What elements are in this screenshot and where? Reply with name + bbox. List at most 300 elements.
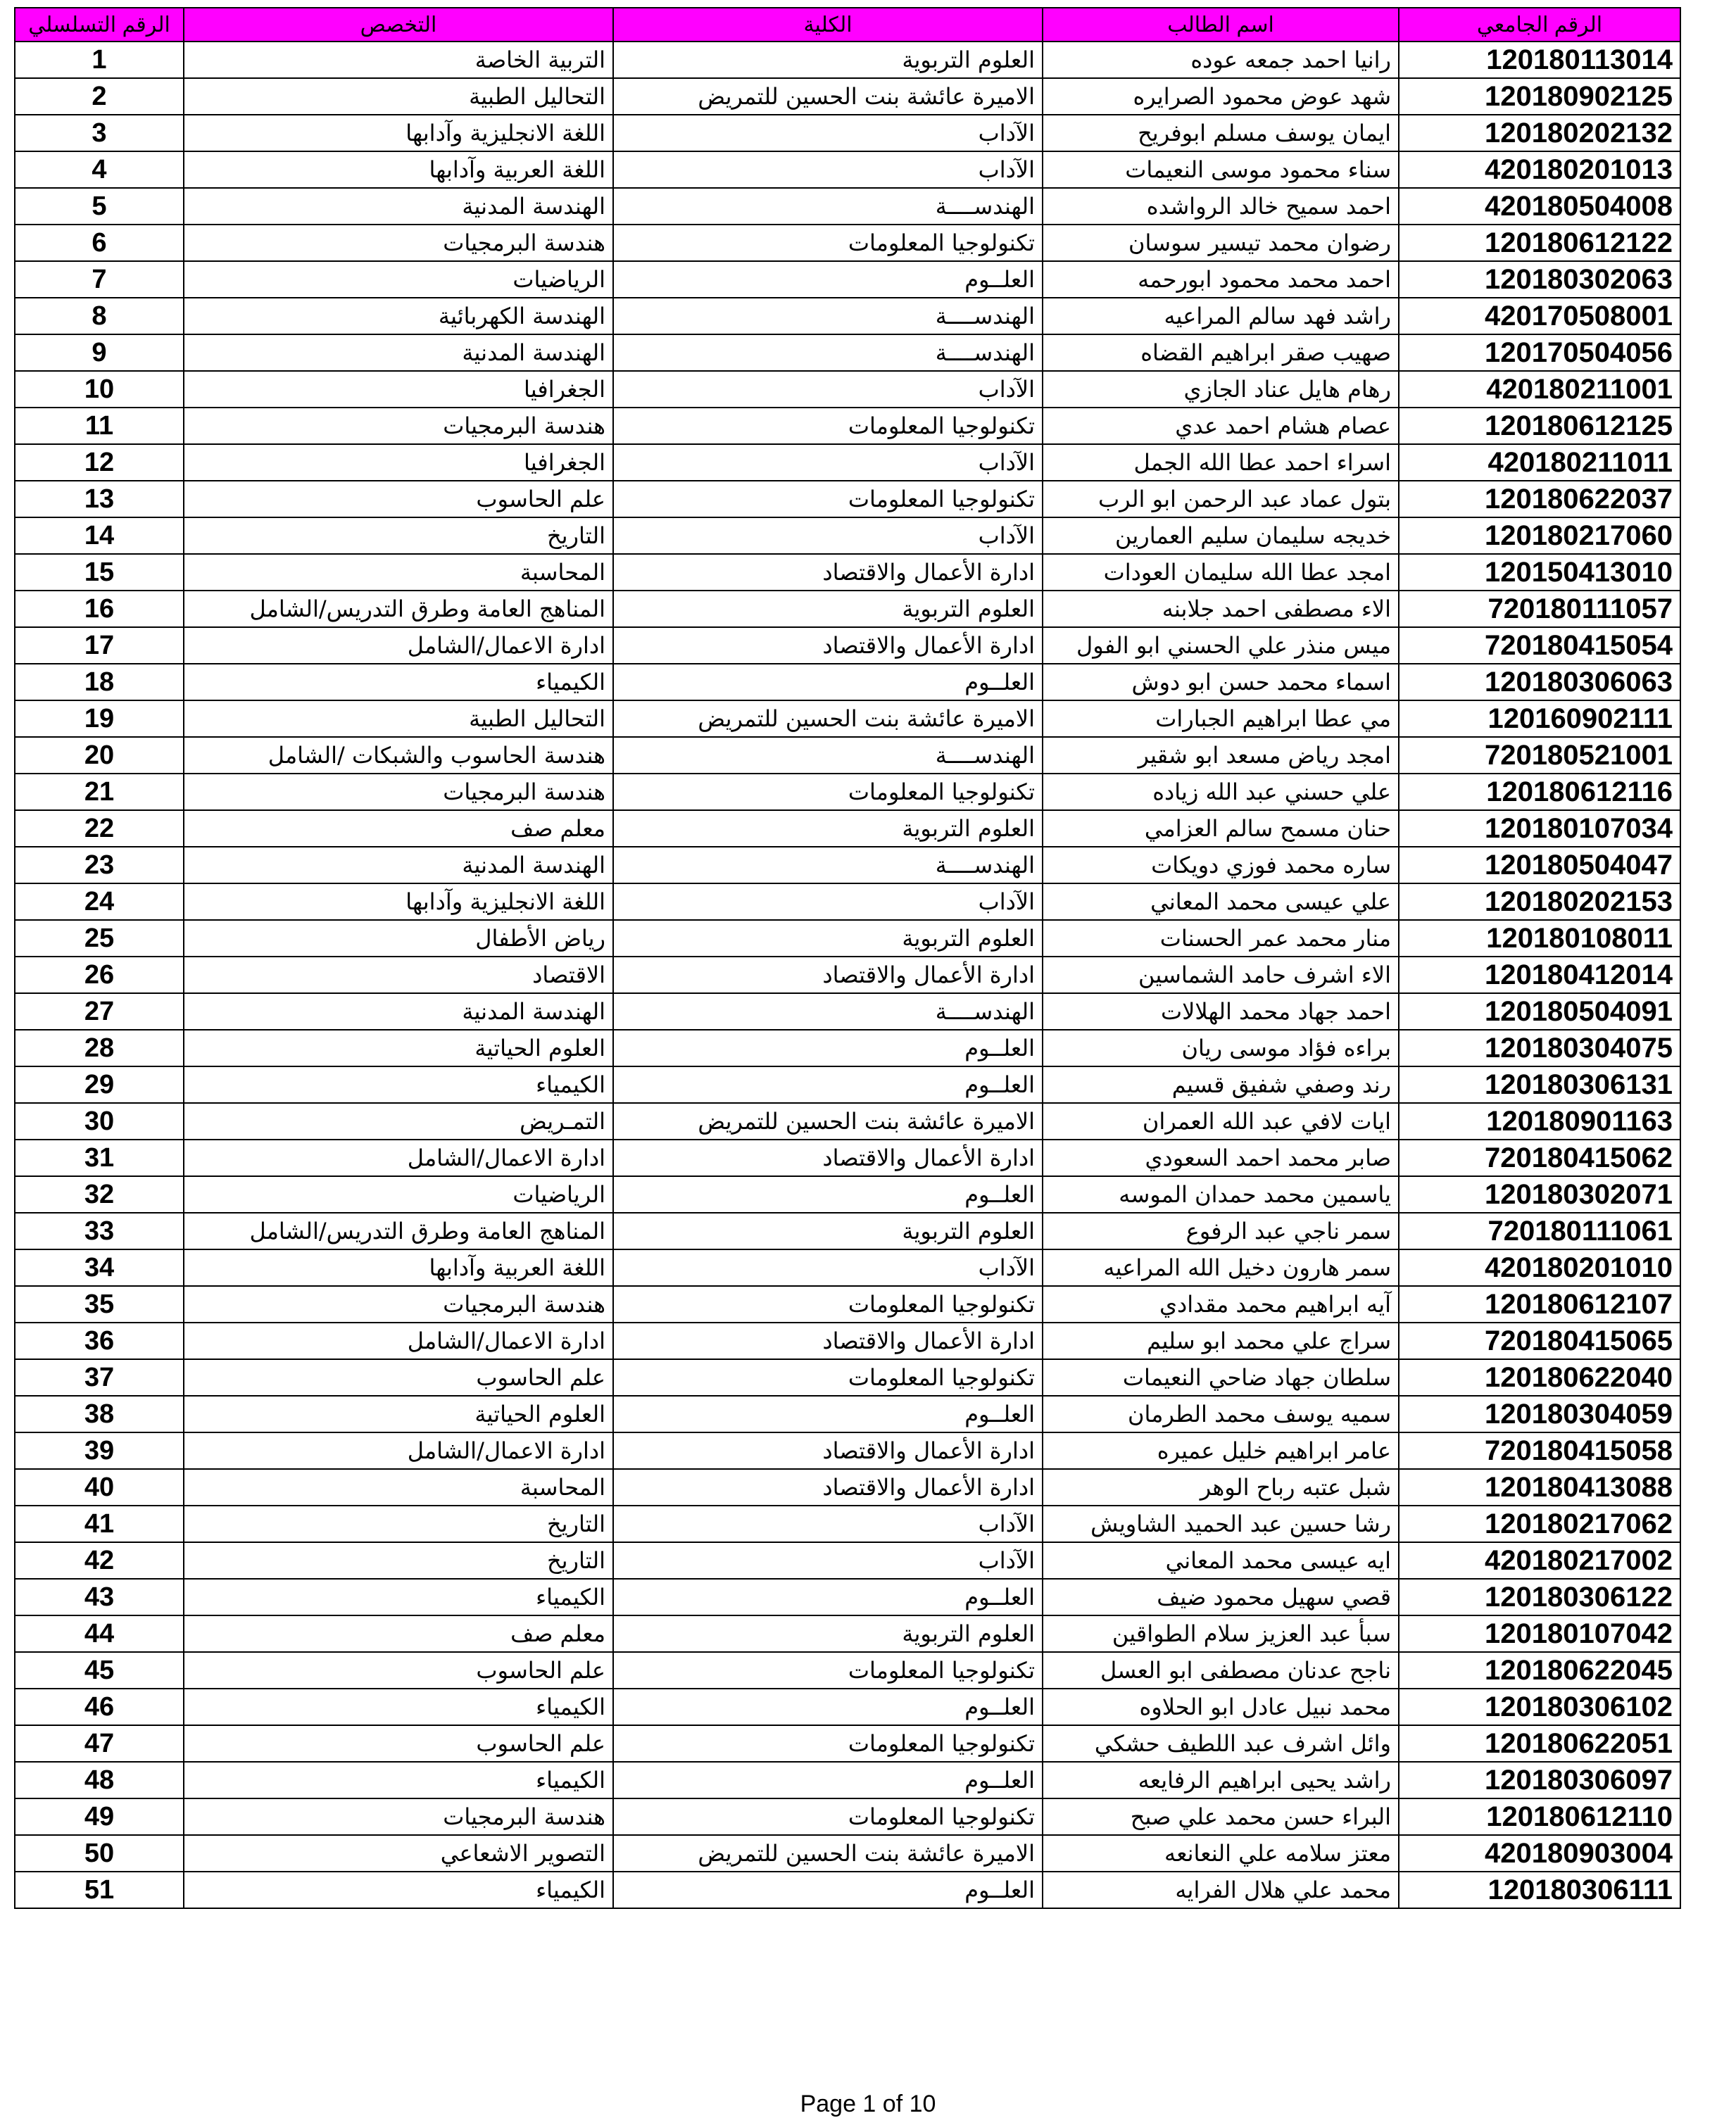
student-name-cell: ايه عيسى محمد المعاني [1043, 1542, 1399, 1579]
major-cell: ادارة الاعمال/الشامل [184, 627, 613, 664]
serial-number-cell: 41 [15, 1506, 184, 1542]
major-cell: العلوم الحياتية [184, 1030, 613, 1066]
faculty-cell: تكنولوجيا المعلومات [613, 1798, 1043, 1835]
table-row [15, 810, 1680, 847]
university-id-cell: 120180306131 [1399, 1066, 1680, 1103]
major-cell: هندسة البرمجيات [184, 1798, 613, 1835]
university-id-cell: 120170504056 [1399, 334, 1680, 371]
serial-number-cell: 14 [15, 517, 184, 554]
major-cell: الكيمياء [184, 1872, 613, 1908]
table-row [15, 1762, 1680, 1798]
major-cell: هندسة البرمجيات [184, 225, 613, 261]
student-name-cell: علي حسني عبد الله زياده [1043, 774, 1399, 810]
major-cell: اللغة العربية وآدابها [184, 1249, 613, 1286]
faculty-cell: الآداب [613, 444, 1043, 481]
university-id-cell: 720180415062 [1399, 1140, 1680, 1176]
serial-number-cell: 13 [15, 481, 184, 517]
serial-number-cell: 7 [15, 261, 184, 298]
header-serial: الرقم التسلسلي [15, 8, 184, 42]
faculty-cell: الهندســــة [613, 737, 1043, 774]
university-id-cell: 720180521001 [1399, 737, 1680, 774]
table-row [15, 371, 1680, 408]
major-cell: ادارة الاعمال/الشامل [184, 1323, 613, 1359]
table-row [15, 920, 1680, 957]
major-cell: التصوير الاشعاعي [184, 1835, 613, 1872]
major-cell: التاريخ [184, 1506, 613, 1542]
student-name-cell: سراج علي محمد ابو سليم [1043, 1323, 1399, 1359]
faculty-cell: ادارة الأعمال والاقتصاد [613, 957, 1043, 993]
student-name-cell: رند وصفي شفيق قسيم [1043, 1066, 1399, 1103]
university-id-cell: 120180612116 [1399, 774, 1680, 810]
table-row [15, 444, 1680, 481]
serial-number-cell: 5 [15, 188, 184, 225]
university-id-cell: 120180412014 [1399, 957, 1680, 993]
serial-number-cell: 43 [15, 1579, 184, 1615]
faculty-cell: العلــوم [613, 1066, 1043, 1103]
university-id-cell: 420180201013 [1399, 151, 1680, 188]
table-row [15, 774, 1680, 810]
faculty-cell: العلــوم [613, 1762, 1043, 1798]
major-cell: التاريخ [184, 1542, 613, 1579]
major-cell: الهندسة المدنية [184, 188, 613, 225]
serial-number-cell: 47 [15, 1725, 184, 1762]
serial-number-cell: 40 [15, 1469, 184, 1506]
serial-number-cell: 50 [15, 1835, 184, 1872]
table-row [15, 1249, 1680, 1286]
faculty-cell: الاميرة عائشة بنت الحسين للتمريض [613, 78, 1043, 115]
table-row [15, 883, 1680, 920]
university-id-cell: 420180504008 [1399, 188, 1680, 225]
serial-number-cell: 36 [15, 1323, 184, 1359]
serial-number-cell: 20 [15, 737, 184, 774]
table-row [15, 957, 1680, 993]
header-faculty: الكلية [613, 8, 1043, 42]
header-major: التخصص [184, 8, 613, 42]
table-row [15, 115, 1680, 151]
university-id-cell: 120180901163 [1399, 1103, 1680, 1140]
table-row [15, 298, 1680, 334]
serial-number-cell: 19 [15, 700, 184, 737]
table-row [15, 1286, 1680, 1323]
faculty-cell: الآداب [613, 1506, 1043, 1542]
major-cell: هندسة البرمجيات [184, 1286, 613, 1323]
faculty-cell: الهندســــة [613, 847, 1043, 883]
student-name-cell: سمر هارون دخيل الله المراعيه [1043, 1249, 1399, 1286]
table-row [15, 1506, 1680, 1542]
table-row [15, 225, 1680, 261]
student-name-cell: سبأ عبد العزيز سلام الطواقين [1043, 1615, 1399, 1652]
major-cell: هندسة الحاسوب والشبكات /الشامل [184, 737, 613, 774]
table-row [15, 664, 1680, 700]
table-row [15, 1469, 1680, 1506]
faculty-cell: تكنولوجيا المعلومات [613, 1286, 1043, 1323]
faculty-cell: ادارة الأعمال والاقتصاد [613, 627, 1043, 664]
major-cell: اللغة الانجليزية وآدابها [184, 883, 613, 920]
student-name-cell: احمد جهاد محمد الهلالات [1043, 993, 1399, 1030]
university-id-cell: 120180622045 [1399, 1652, 1680, 1689]
university-id-cell: 120180622040 [1399, 1359, 1680, 1396]
serial-number-cell: 38 [15, 1396, 184, 1432]
faculty-cell: العلــوم [613, 664, 1043, 700]
serial-number-cell: 21 [15, 774, 184, 810]
faculty-cell: العلوم التربوية [613, 920, 1043, 957]
table-row [15, 1140, 1680, 1176]
major-cell: اللغة الانجليزية وآدابها [184, 115, 613, 151]
student-name-cell: محمد نبيل عادل ابو الحلاوه [1043, 1689, 1399, 1725]
major-cell: علم الحاسوب [184, 1652, 613, 1689]
faculty-cell: الآداب [613, 883, 1043, 920]
major-cell: الهندسة الكهربائية [184, 298, 613, 334]
student-name-cell: رشا حسين عبد الحميد الشاويش [1043, 1506, 1399, 1542]
faculty-cell: الهندســــة [613, 993, 1043, 1030]
table-row [15, 261, 1680, 298]
serial-number-cell: 11 [15, 408, 184, 444]
table-row [15, 1689, 1680, 1725]
major-cell: الكيمياء [184, 1762, 613, 1798]
university-id-cell: 120180217060 [1399, 517, 1680, 554]
major-cell: ادارة الاعمال/الشامل [184, 1140, 613, 1176]
student-name-cell: سلطان جهاد ضاحي النعيمات [1043, 1359, 1399, 1396]
university-id-cell: 120180304059 [1399, 1396, 1680, 1432]
university-id-cell: 720180111061 [1399, 1213, 1680, 1249]
faculty-cell: ادارة الأعمال والاقتصاد [613, 1432, 1043, 1469]
serial-number-cell: 35 [15, 1286, 184, 1323]
table-row [15, 554, 1680, 591]
student-name-cell: قصي سهيل محمود ضيف [1043, 1579, 1399, 1615]
faculty-cell: تكنولوجيا المعلومات [613, 774, 1043, 810]
student-name-cell: عامر ابراهيم خليل عميره [1043, 1432, 1399, 1469]
table-row [15, 1213, 1680, 1249]
student-name-cell: معتز سلامه علي النعانعه [1043, 1835, 1399, 1872]
university-id-cell: 120180413088 [1399, 1469, 1680, 1506]
student-name-cell: سمر ناجي عبد الرفوع [1043, 1213, 1399, 1249]
table-row [15, 1103, 1680, 1140]
faculty-cell: العلوم التربوية [613, 1213, 1043, 1249]
faculty-cell: العلوم التربوية [613, 591, 1043, 627]
table-row [15, 847, 1680, 883]
table-row [15, 737, 1680, 774]
faculty-cell: ادارة الأعمال والاقتصاد [613, 1323, 1043, 1359]
faculty-cell: الهندســــة [613, 188, 1043, 225]
university-id-cell: 120180107034 [1399, 810, 1680, 847]
university-id-cell: 720180111057 [1399, 591, 1680, 627]
student-name-cell: خديجه سليمان سليم العمارين [1043, 517, 1399, 554]
student-name-cell: راشد يحيى ابراهيم الرفايعه [1043, 1762, 1399, 1798]
header-student-name: اسم الطالب [1043, 8, 1399, 42]
faculty-cell: الآداب [613, 1249, 1043, 1286]
major-cell: المناهج العامة وطرق التدريس/الشامل [184, 1213, 613, 1249]
student-name-cell: حنان مسمح سالم العزامي [1043, 810, 1399, 847]
student-name-cell: ايات لافي عبد الله العمران [1043, 1103, 1399, 1140]
serial-number-cell: 49 [15, 1798, 184, 1835]
faculty-cell: العلوم التربوية [613, 1615, 1043, 1652]
faculty-cell: العلــوم [613, 1176, 1043, 1213]
faculty-cell: الهندســــة [613, 298, 1043, 334]
serial-number-cell: 2 [15, 78, 184, 115]
student-name-cell: براءه فؤاد موسى ريان [1043, 1030, 1399, 1066]
serial-number-cell: 3 [15, 115, 184, 151]
major-cell: الكيمياء [184, 1689, 613, 1725]
major-cell: معلم صف [184, 1615, 613, 1652]
major-cell: المحاسبة [184, 1469, 613, 1506]
table-row [15, 334, 1680, 371]
table-row [15, 1725, 1680, 1762]
university-id-cell: 120180202132 [1399, 115, 1680, 151]
university-id-cell: 120180306097 [1399, 1762, 1680, 1798]
table-row [15, 517, 1680, 554]
table-row [15, 151, 1680, 188]
serial-number-cell: 4 [15, 151, 184, 188]
major-cell: معلم صف [184, 810, 613, 847]
student-name-cell: منار محمد عمر الحسنات [1043, 920, 1399, 957]
faculty-cell: ادارة الأعمال والاقتصاد [613, 554, 1043, 591]
student-name-cell: سميه يوسف محمد الطرمان [1043, 1396, 1399, 1432]
student-name-cell: اسراء احمد عطا الله الجمل [1043, 444, 1399, 481]
table-row [15, 188, 1680, 225]
student-name-cell: الاء اشرف حامد الشماسين [1043, 957, 1399, 993]
faculty-cell: الآداب [613, 517, 1043, 554]
table-header-row [15, 8, 1680, 42]
major-cell: الرياضيات [184, 1176, 613, 1213]
major-cell: الهندسة المدنية [184, 334, 613, 371]
faculty-cell: ادارة الأعمال والاقتصاد [613, 1140, 1043, 1176]
table-row [15, 1176, 1680, 1213]
table-row [15, 1542, 1680, 1579]
table-row [15, 1396, 1680, 1432]
major-cell: التحاليل الطبية [184, 700, 613, 737]
faculty-cell: الاميرة عائشة بنت الحسين للتمريض [613, 700, 1043, 737]
table-row [15, 1615, 1680, 1652]
university-id-cell: 420170508001 [1399, 298, 1680, 334]
serial-number-cell: 18 [15, 664, 184, 700]
university-id-cell: 120180622051 [1399, 1725, 1680, 1762]
faculty-cell: الاميرة عائشة بنت الحسين للتمريض [613, 1103, 1043, 1140]
university-id-cell: 420180211001 [1399, 371, 1680, 408]
student-name-cell: علي عيسى محمد المعاني [1043, 883, 1399, 920]
major-cell: علم الحاسوب [184, 1359, 613, 1396]
faculty-cell: العلــوم [613, 1030, 1043, 1066]
university-id-cell: 120180902125 [1399, 78, 1680, 115]
student-name-cell: آيه ابراهيم محمد مقدادي [1043, 1286, 1399, 1323]
faculty-cell: الاميرة عائشة بنت الحسين للتمريض [613, 1835, 1043, 1872]
major-cell: الكيمياء [184, 1579, 613, 1615]
university-id-cell: 120180304075 [1399, 1030, 1680, 1066]
university-id-cell: 120180302071 [1399, 1176, 1680, 1213]
table-row [15, 1579, 1680, 1615]
table-row [15, 1798, 1680, 1835]
major-cell: رياض الأطفال [184, 920, 613, 957]
student-name-cell: احمد محمد محمود ابورحمه [1043, 261, 1399, 298]
student-name-cell: ساره محمد فوزي دويكات [1043, 847, 1399, 883]
serial-number-cell: 12 [15, 444, 184, 481]
university-id-cell: 420180903004 [1399, 1835, 1680, 1872]
major-cell: هندسة البرمجيات [184, 408, 613, 444]
university-id-cell: 720180415054 [1399, 627, 1680, 664]
serial-number-cell: 46 [15, 1689, 184, 1725]
serial-number-cell: 29 [15, 1066, 184, 1103]
student-name-cell: ياسمين محمد حمدان الموسه [1043, 1176, 1399, 1213]
student-name-cell: الاء مصطفى احمد جلابنه [1043, 591, 1399, 627]
serial-number-cell: 45 [15, 1652, 184, 1689]
faculty-cell: تكنولوجيا المعلومات [613, 1359, 1043, 1396]
faculty-cell: الآداب [613, 151, 1043, 188]
student-name-cell: احمد سميح خالد الرواشده [1043, 188, 1399, 225]
table-row [15, 1030, 1680, 1066]
table-row [15, 481, 1680, 517]
student-name-cell: البراء حسن محمد علي صبح [1043, 1798, 1399, 1835]
serial-number-cell: 9 [15, 334, 184, 371]
major-cell: الاقتصاد [184, 957, 613, 993]
university-id-cell: 120180306111 [1399, 1872, 1680, 1908]
faculty-cell: الآداب [613, 115, 1043, 151]
university-id-cell: 120180306063 [1399, 664, 1680, 700]
table-row [15, 1323, 1680, 1359]
university-id-cell: 720180415065 [1399, 1323, 1680, 1359]
student-name-cell: وائل اشرف عبد اللطيف حشكي [1043, 1725, 1399, 1762]
student-name-cell: محمد علي هلال الفرايه [1043, 1872, 1399, 1908]
faculty-cell: العلــوم [613, 1396, 1043, 1432]
student-name-cell: ايمان يوسف مسلم ابوفريح [1043, 115, 1399, 151]
major-cell: المناهج العامة وطرق التدريس/الشامل [184, 591, 613, 627]
university-id-cell: 120180107042 [1399, 1615, 1680, 1652]
student-name-cell: شهد عوض محمود الصرايره [1043, 78, 1399, 115]
student-name-cell: امجد رياض مسعد ابو شقير [1043, 737, 1399, 774]
serial-number-cell: 42 [15, 1542, 184, 1579]
major-cell: الهندسة المدنية [184, 993, 613, 1030]
faculty-cell: الآداب [613, 371, 1043, 408]
serial-number-cell: 15 [15, 554, 184, 591]
table-row [15, 1835, 1680, 1872]
serial-number-cell: 23 [15, 847, 184, 883]
faculty-cell: العلــوم [613, 1872, 1043, 1908]
major-cell: الجغرافيا [184, 444, 613, 481]
faculty-cell: العلــوم [613, 1689, 1043, 1725]
university-id-cell: 120180217062 [1399, 1506, 1680, 1542]
serial-number-cell: 26 [15, 957, 184, 993]
faculty-cell: تكنولوجيا المعلومات [613, 1652, 1043, 1689]
table-row [15, 700, 1680, 737]
faculty-cell: الآداب [613, 1542, 1043, 1579]
serial-number-cell: 37 [15, 1359, 184, 1396]
table-row [15, 591, 1680, 627]
student-name-cell: ميس منذر علي الحسني ابو الفول [1043, 627, 1399, 664]
university-id-cell: 420180201010 [1399, 1249, 1680, 1286]
page-number: Page 1 of 10 [800, 2091, 936, 2117]
student-name-cell: مي عطا ابراهيم الجبارات [1043, 700, 1399, 737]
serial-number-cell: 39 [15, 1432, 184, 1469]
table-row [15, 1872, 1680, 1908]
university-id-cell: 120180302063 [1399, 261, 1680, 298]
table-row [15, 1066, 1680, 1103]
university-id-cell: 120180113014 [1399, 42, 1680, 78]
major-cell: هندسة البرمجيات [184, 774, 613, 810]
student-name-cell: صهيب صقر ابراهيم القضاه [1043, 334, 1399, 371]
university-id-cell: 120180612107 [1399, 1286, 1680, 1323]
faculty-cell: العلــوم [613, 1579, 1043, 1615]
major-cell: الرياضيات [184, 261, 613, 298]
serial-number-cell: 51 [15, 1872, 184, 1908]
university-id-cell: 120180612110 [1399, 1798, 1680, 1835]
university-id-cell: 120180504091 [1399, 993, 1680, 1030]
major-cell: الهندسة المدنية [184, 847, 613, 883]
university-id-cell: 120150413010 [1399, 554, 1680, 591]
serial-number-cell: 32 [15, 1176, 184, 1213]
major-cell: الجغرافيا [184, 371, 613, 408]
faculty-cell: تكنولوجيا المعلومات [613, 408, 1043, 444]
student-name-cell: راشد فهد سالم المراعيه [1043, 298, 1399, 334]
major-cell: علم الحاسوب [184, 1725, 613, 1762]
serial-number-cell: 10 [15, 371, 184, 408]
major-cell: التربية الخاصة [184, 42, 613, 78]
serial-number-cell: 28 [15, 1030, 184, 1066]
student-name-cell: ناجح عدنان مصطفى ابو العسل [1043, 1652, 1399, 1689]
table-body [15, 42, 1680, 1908]
major-cell: التاريخ [184, 517, 613, 554]
university-id-cell: 120180306102 [1399, 1689, 1680, 1725]
faculty-cell: تكنولوجيا المعلومات [613, 1725, 1043, 1762]
serial-number-cell: 24 [15, 883, 184, 920]
table-row [15, 1652, 1680, 1689]
table-row [15, 408, 1680, 444]
faculty-cell: تكنولوجيا المعلومات [613, 481, 1043, 517]
serial-number-cell: 1 [15, 42, 184, 78]
serial-number-cell: 16 [15, 591, 184, 627]
table-row [15, 627, 1680, 664]
university-id-cell: 420180211011 [1399, 444, 1680, 481]
faculty-cell: العلوم التربوية [613, 810, 1043, 847]
student-name-cell: رهام هايل عناد الجازي [1043, 371, 1399, 408]
university-id-cell: 720180415058 [1399, 1432, 1680, 1469]
serial-number-cell: 48 [15, 1762, 184, 1798]
faculty-cell: العلــوم [613, 261, 1043, 298]
serial-number-cell: 44 [15, 1615, 184, 1652]
student-name-cell: عصام هشام احمد عدي [1043, 408, 1399, 444]
faculty-cell: الهندســــة [613, 334, 1043, 371]
serial-number-cell: 31 [15, 1140, 184, 1176]
table-row [15, 1359, 1680, 1396]
university-id-cell: 120180306122 [1399, 1579, 1680, 1615]
student-name-cell: بتول عماد عبد الرحمن ابو الرب [1043, 481, 1399, 517]
major-cell: ادارة الاعمال/الشامل [184, 1432, 613, 1469]
serial-number-cell: 22 [15, 810, 184, 847]
major-cell: المحاسبة [184, 554, 613, 591]
faculty-cell: تكنولوجيا المعلومات [613, 225, 1043, 261]
table-row [15, 42, 1680, 78]
faculty-cell: العلوم التربوية [613, 42, 1043, 78]
university-id-cell: 120180504047 [1399, 847, 1680, 883]
major-cell: اللغة العربية وآدابها [184, 151, 613, 188]
university-id-cell: 120180612125 [1399, 408, 1680, 444]
serial-number-cell: 30 [15, 1103, 184, 1140]
student-name-cell: رانيا احمد جمعه عوده [1043, 42, 1399, 78]
faculty-cell: ادارة الأعمال والاقتصاد [613, 1469, 1043, 1506]
student-name-cell: سناء محمود موسى النعيمات [1043, 151, 1399, 188]
student-name-cell: امجد عطا الله سليمان العودات [1043, 554, 1399, 591]
student-roster-sheet [14, 7, 1680, 1909]
serial-number-cell: 33 [15, 1213, 184, 1249]
serial-number-cell: 6 [15, 225, 184, 261]
student-name-cell: رضوان محمد تيسير سوسان [1043, 225, 1399, 261]
university-id-cell: 120180108011 [1399, 920, 1680, 957]
major-cell: علم الحاسوب [184, 481, 613, 517]
university-id-cell: 120160902111 [1399, 700, 1680, 737]
header-university-id: الرقم الجامعي [1399, 8, 1680, 42]
serial-number-cell: 27 [15, 993, 184, 1030]
table-row [15, 78, 1680, 115]
major-cell: التمـريض [184, 1103, 613, 1140]
university-id-cell: 420180217002 [1399, 1542, 1680, 1579]
student-name-cell: اسماء محمد حسن ابو دوش [1043, 664, 1399, 700]
